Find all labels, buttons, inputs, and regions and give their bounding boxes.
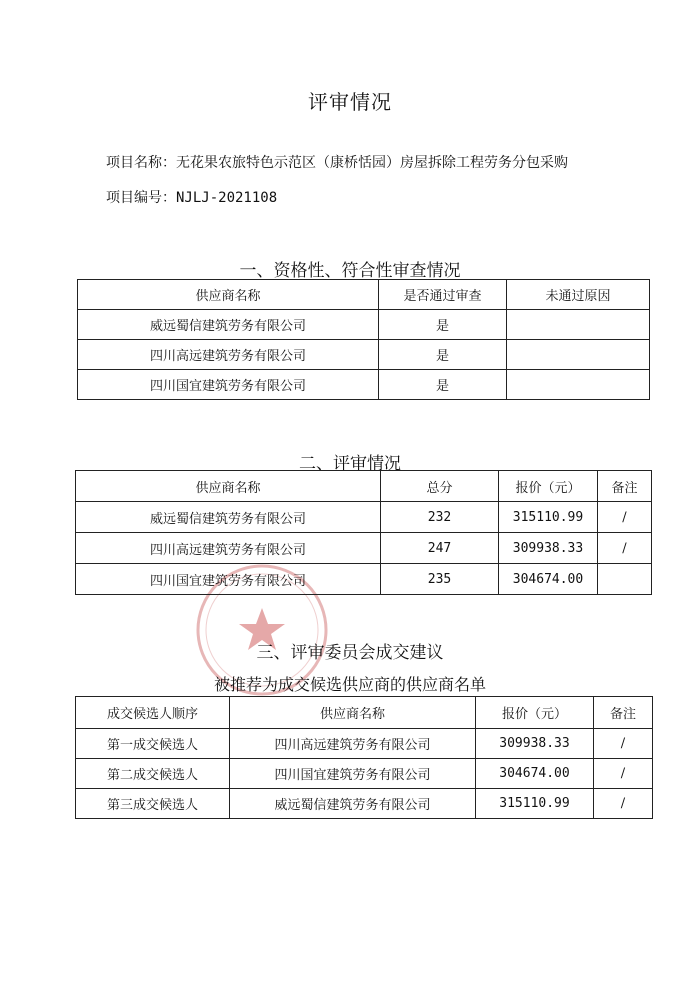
header-supplier: 供应商名称 <box>230 697 476 729</box>
section3-subtitle: 被推荐为成交候选供应商的供应商名单 <box>213 675 486 694</box>
price-cell: 309938.33 <box>499 533 598 564</box>
price-cell: 315110.99 <box>476 789 594 819</box>
note-cell: / <box>594 759 653 789</box>
supplier-cell: 四川国宜建筑劳务有限公司 <box>78 370 379 400</box>
project-no-line <box>106 187 277 207</box>
qualification-table <box>77 279 650 400</box>
passed-cell: 是 <box>379 370 507 400</box>
table-header-row <box>76 697 653 729</box>
section3-title: 三、评审委员会成交建议 <box>256 643 444 663</box>
header-note: 备注 <box>598 471 652 502</box>
table-row <box>76 533 652 564</box>
rank-cell: 第三成交候选人 <box>76 789 230 819</box>
note-cell: / <box>594 729 653 759</box>
supplier-cell: 威远蜀信建筑劳务有限公司 <box>78 310 379 340</box>
price-cell: 304674.00 <box>476 759 594 789</box>
page-title: 评审情况 <box>308 90 392 114</box>
score-cell: 232 <box>381 502 499 533</box>
supplier-cell: 四川国宜建筑劳务有限公司 <box>76 564 381 595</box>
section1-title: 一、资格性、符合性审查情况 <box>239 261 461 281</box>
header-rank: 成交候选人顺序 <box>76 697 230 729</box>
project-no-value: NJLJ-2021108 <box>176 190 278 206</box>
header-supplier: 供应商名称 <box>76 471 381 502</box>
section2-title: 二、评审情况 <box>299 454 401 474</box>
table-row <box>76 502 652 533</box>
supplier-cell: 威远蜀信建筑劳务有限公司 <box>230 789 476 819</box>
supplier-cell: 四川国宜建筑劳务有限公司 <box>230 759 476 789</box>
note-cell: / <box>594 789 653 819</box>
table-row <box>78 370 650 400</box>
score-cell: 235 <box>381 564 499 595</box>
project-no-label: 项目编号： <box>106 190 176 206</box>
reason-cell <box>507 340 650 370</box>
header-supplier: 供应商名称 <box>78 280 379 310</box>
reason-cell <box>507 370 650 400</box>
price-cell: 315110.99 <box>499 502 598 533</box>
supplier-cell: 四川高远建筑劳务有限公司 <box>230 729 476 759</box>
passed-cell: 是 <box>379 310 507 340</box>
price-cell: 309938.33 <box>476 729 594 759</box>
supplier-cell: 四川高远建筑劳务有限公司 <box>76 533 381 564</box>
reason-cell <box>507 310 650 340</box>
table-header-row <box>76 471 652 502</box>
evaluation-table <box>75 470 652 595</box>
header-passed: 是否通过审查 <box>379 280 507 310</box>
passed-cell: 是 <box>379 340 507 370</box>
note-cell <box>598 564 652 595</box>
table-row <box>76 564 652 595</box>
bleed-through-mark <box>296 72 300 87</box>
score-cell: 247 <box>381 533 499 564</box>
rank-cell: 第二成交候选人 <box>76 759 230 789</box>
table-header-row <box>78 280 650 310</box>
note-cell: / <box>598 502 652 533</box>
rank-cell: 第一成交候选人 <box>76 729 230 759</box>
note-cell: / <box>598 533 652 564</box>
project-name-value: 无花果农旅特色示范区（康桥恬园）房屋拆除工程劳务分包采购 <box>176 155 568 171</box>
table-row <box>78 310 650 340</box>
table-row <box>76 789 653 819</box>
table-row <box>78 340 650 370</box>
header-score: 总分 <box>381 471 499 502</box>
header-price: 报价（元） <box>476 697 594 729</box>
price-cell: 304674.00 <box>499 564 598 595</box>
table-row <box>76 729 653 759</box>
header-reason: 未通过原因 <box>507 280 650 310</box>
supplier-cell: 四川高远建筑劳务有限公司 <box>78 340 379 370</box>
project-name-line <box>106 152 568 172</box>
recommendation-table <box>75 696 653 819</box>
header-note: 备注 <box>594 697 653 729</box>
supplier-cell: 威远蜀信建筑劳务有限公司 <box>76 502 381 533</box>
project-name-label: 项目名称： <box>106 155 176 171</box>
header-price: 报价（元） <box>499 471 598 502</box>
table-row <box>76 759 653 789</box>
